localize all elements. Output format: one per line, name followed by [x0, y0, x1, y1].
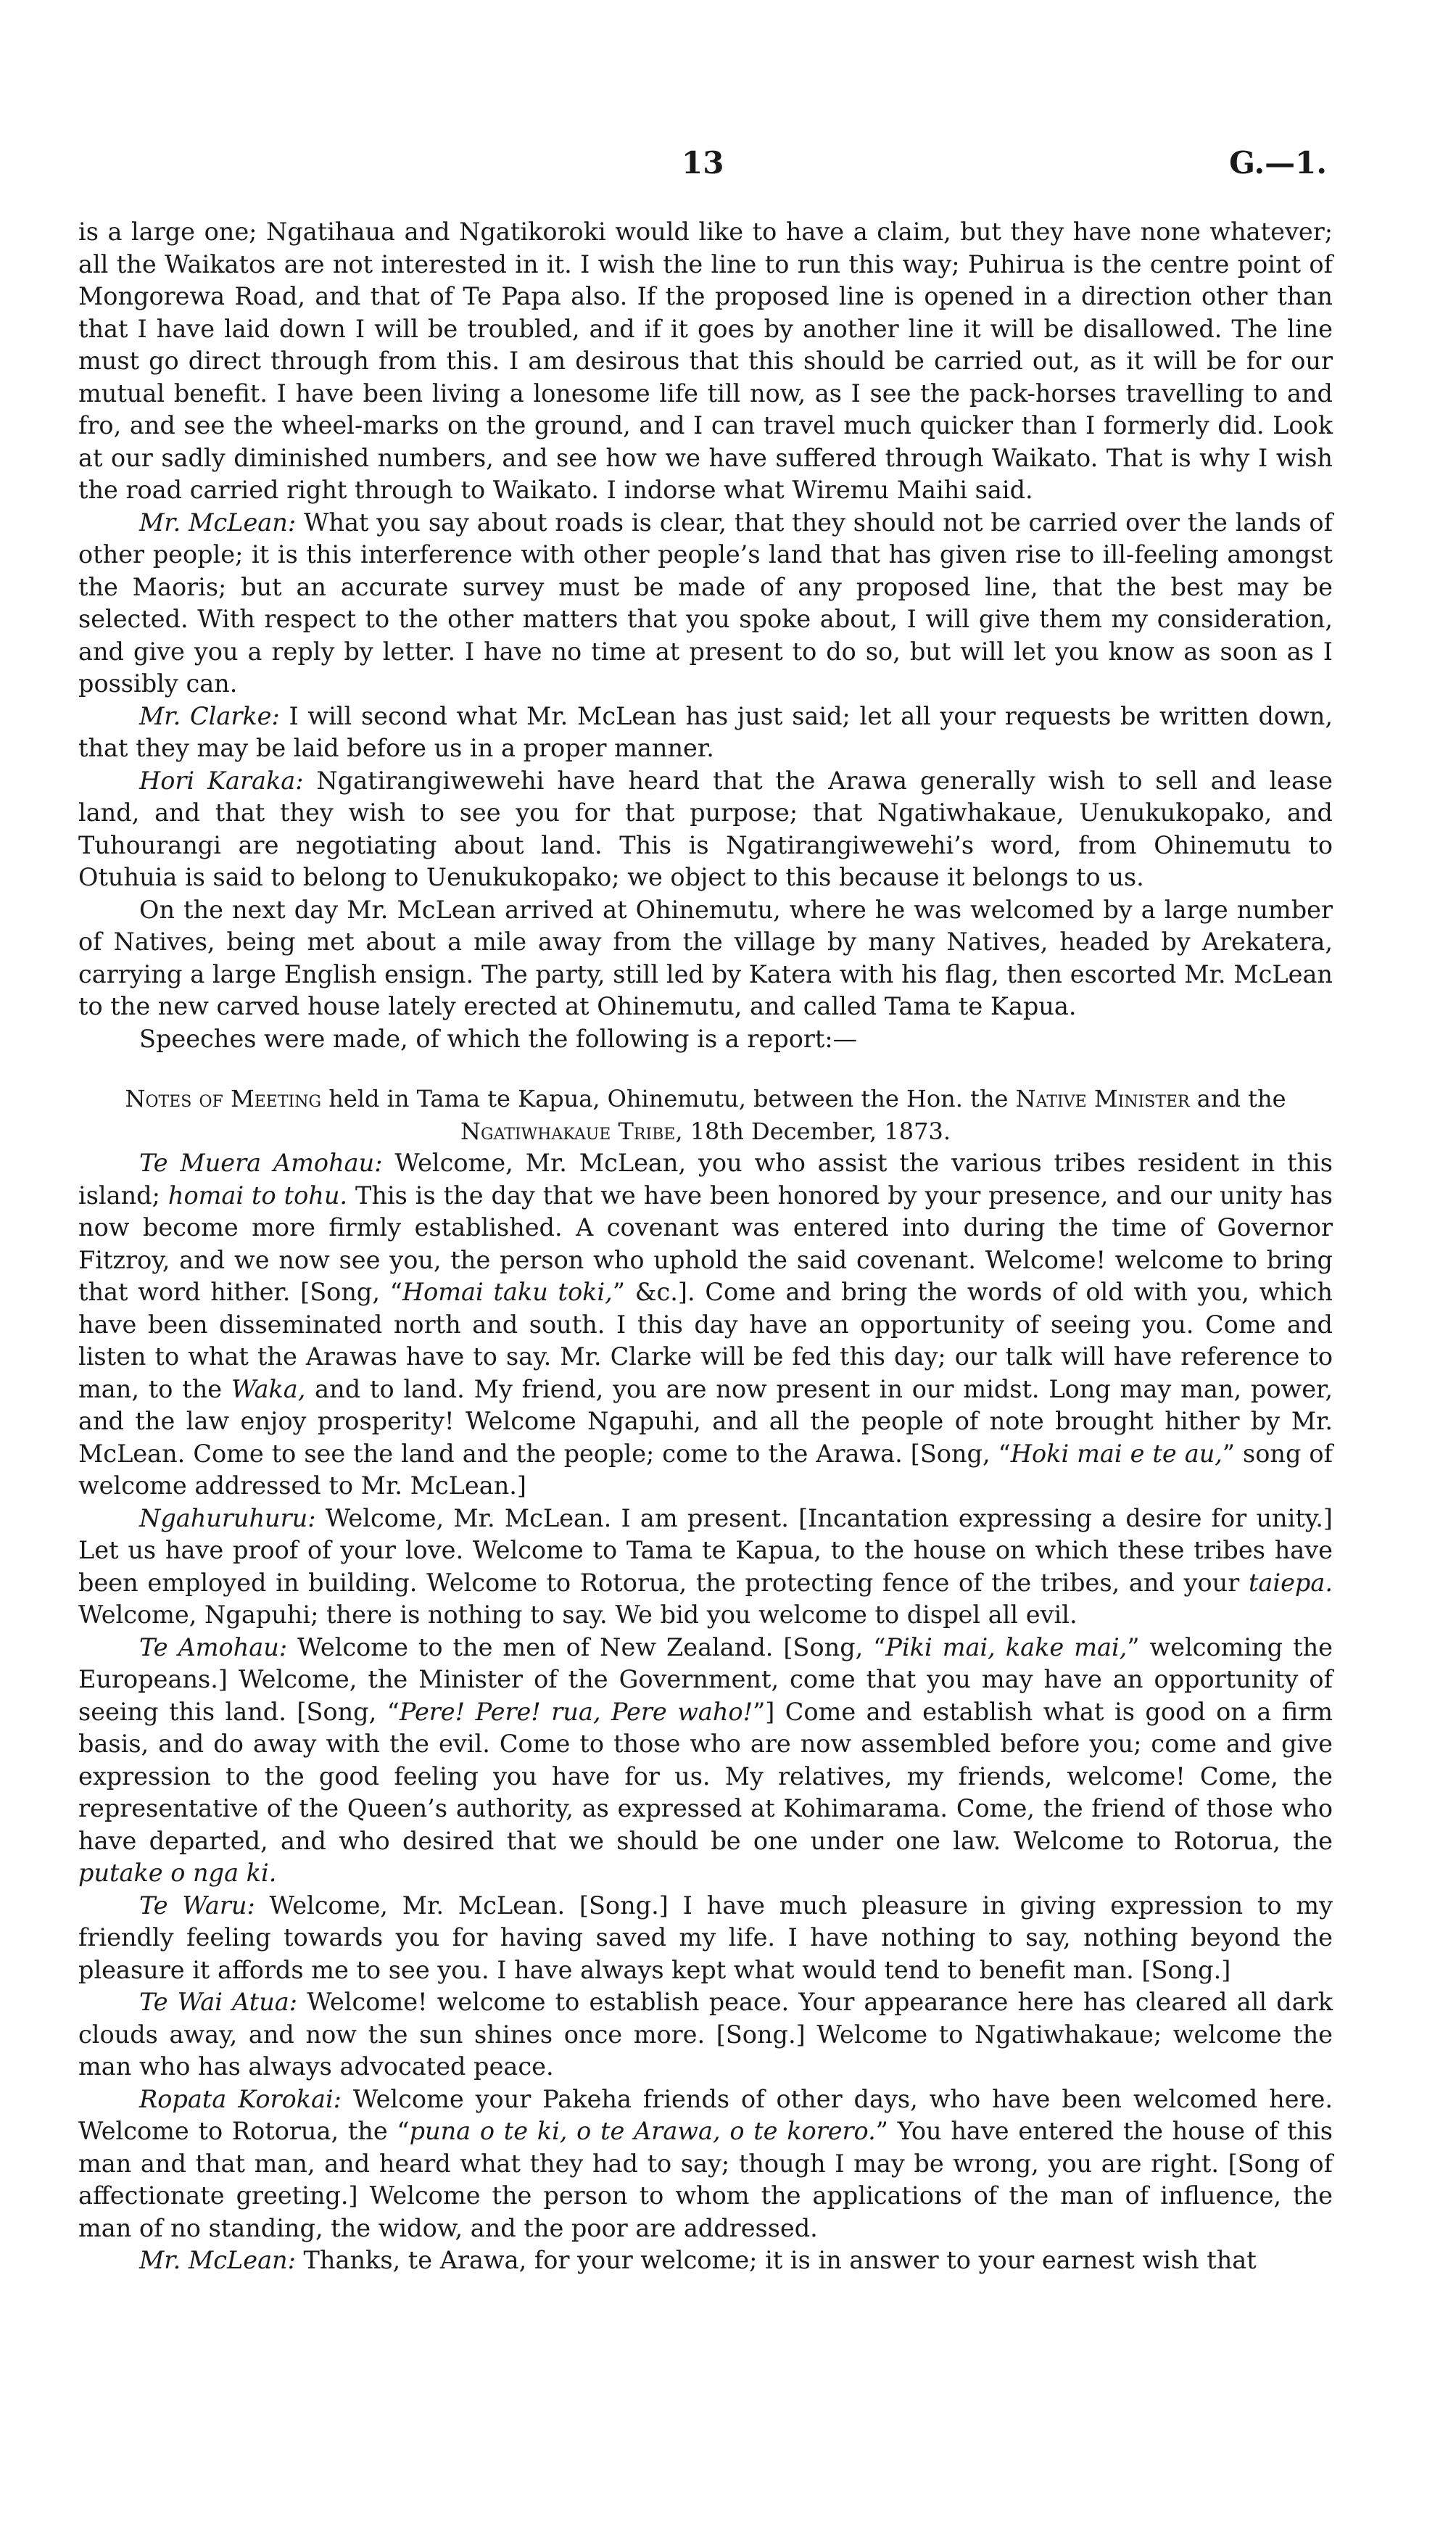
page-header [0, 145, 1456, 189]
speech-text: Ngatirangiwewehi have heard that the Arawa generally wish to sell and lease land, and that they wish to see you for that purpose; that Ngatiwhakaue, Uenukukopako, and Tuhourangi are negotiating about land. This is Ngatirangiwewehi’s word, from Ohinemutu to Otuhuia is said to belong to Uenukukopako; we object to this because it belongs to us. [78, 766, 1333, 891]
speaker-name: Te Wai Atua: [139, 1988, 298, 2016]
speech-text: Thanks, te Arawa, for your welcome; it is in answer to your earnest wish that [295, 2246, 1257, 2274]
speech-ngahuruhuru [78, 1503, 1333, 1632]
speech-mclean-roads [78, 507, 1333, 701]
speech-te-amohau [78, 1632, 1333, 1890]
heading-text: and the [1189, 1085, 1286, 1112]
maori-phrase: homai to tohu. [167, 1181, 348, 1210]
speech-text: and to land. My friend, you are now present in our midst. Long may man, power, and the law enjoy prosperity! Welcome Ngapuhi, and all the people of note brought hither by Mr. McLean. Come to see the land and the people; come to the Arawa. [Song, “ [78, 1374, 1333, 1468]
speaker-name: Te Waru: [139, 1891, 255, 1920]
speech-hori-karaka [78, 765, 1333, 894]
body-text [78, 216, 1333, 2277]
speaker-name: Te Muera Amohau: [139, 1149, 383, 1177]
heading-notes-of-meeting: Notes of Meeting [125, 1085, 322, 1112]
meeting-heading [100, 1083, 1311, 1147]
paragraph-continuation [78, 216, 1333, 507]
heading-date: , 18th December, 1873. [675, 1117, 951, 1145]
maori-phrase: Waka, [231, 1374, 306, 1403]
speech-text: ” welcoming the Europeans.] Welcome, the Minister of the Government, come that you may have an opportunity of seeing this land. [Song, “ [78, 1632, 1333, 1726]
speech-te-wai-atua [78, 1986, 1333, 2083]
paragraph-text: is a large one; Ngatihaua and Ngatikoroki would like to have a claim, but they have none whatever; all the Waikatos are not interested in it. I wish the line to run this way; Puhirua is the centre point of Mongorewa Road, and that of Te Papa also. If the proposed line is opened in a direction other than that I have laid down I will be troubled, and if it goes by another line it will be disallowed. The line must go direct through from this. I am desirous that this should be carried out, as it will be for our mutual benefit. I have been living a lonesome life till now, as I see the pack-horses travelling to and fro, and see the wheel-marks on the ground, and I can travel much quicker than I formerly did. Look at our sadly diminished numbers, and see how we have suffered through Waikato. That is why I wish the road carried right through to Waikato. I indorse what Wiremu Maihi said. [78, 218, 1333, 504]
maori-phrase: taiepa. [1248, 1568, 1333, 1597]
speech-text: This is the day that we have been honored by your presence, and our unity has now become more firmly established. A covenant was entered into during the time of Governor Fitzroy, and we now see you, the person who uphold the said covenant. Welcome! welcome to bring that word hither. [Song, “ [78, 1181, 1333, 1306]
song-title: Pere! Pere! rua, Pere waho! [399, 1697, 753, 1726]
speech-text: Welcome, Mr. McLean. [Song.] I have much pleasure in giving expression to my friendly feeling towards you for having saved my life. I have nothing to say, nothing beyond the pleasure it affords me to see you. I have always kept what would tend to benefit man. [Song.] [78, 1891, 1333, 1984]
speech-te-muera-amohau [78, 1147, 1333, 1503]
maori-phrase: puna o te ki, o te Arawa, o te korero. [409, 2117, 876, 2145]
speech-text: Welcome, Ngapuhi; there is nothing to say. We bid you welcome to dispel all evil. [78, 1601, 1077, 1629]
paragraph-text: On the next day Mr. McLean arrived at Ohinemutu, where he was welcomed by a large number of Natives, being met about a mile away from the village by many Natives, headed by Arekatera, carrying a large English ensign. The party, still led by Katera with his flag, then escorted Mr. McLean to the new carved house lately erected at Ohinemutu, and called Tama te Kapua. [78, 895, 1333, 1020]
maori-phrase: putake o nga ki. [78, 1859, 277, 1887]
song-title: Homai taku toki, [402, 1278, 613, 1306]
narrative-arrival [78, 894, 1333, 1023]
speech-text: ” You have entered the house of this man and that man, and heard what they had to say; though I may be wrong, you are right. [Song of affectionate greeting.] Welcome the person to whom the applications of the man of influence, the man of no standing, the widow, and the poor are addressed. [78, 2117, 1333, 2242]
speech-text: Welcome, Mr. McLean. I am present. [Incantation expressing a desire for unity.] Let us have proof of your love. Welcome to Tama te Kapua, to the house on which these tribes have been employed in building. Welcome to Rotorua, the protecting fence of the tribes, and your [78, 1503, 1333, 1597]
speech-te-waru [78, 1890, 1333, 1987]
speaker-name: Ngahuruhuru: [139, 1503, 316, 1532]
heading-native-minister: Native Minister [1015, 1085, 1190, 1112]
speech-text: ” song of welcome addressed to Mr. McLean.] [78, 1439, 1333, 1500]
speaker-name: Hori Karaka: [139, 766, 304, 795]
speaker-name: Te Amohau: [139, 1632, 288, 1661]
speech-mclean-reply [78, 2244, 1333, 2277]
speech-text: Welcome to the men of New Zealand. [Song, “ [287, 1632, 886, 1661]
heading-text: held in Tama te Kapua, Ohinemutu, between the Hon. the [321, 1085, 1016, 1112]
speech-text: Welcome! welcome to establish peace. Your appearance here has cleared all dark clouds away, and now the sun shines once more. [Song.] Welcome to Ngatiwhakaue; welcome the man who has always advocated peace. [78, 1988, 1333, 2081]
speaker-name: Mr. McLean: [139, 508, 297, 537]
speech-clarke [78, 701, 1333, 765]
paragraph-text: Speeches were made, of which the following is a report:— [139, 1024, 858, 1053]
narrative-speeches [78, 1023, 1333, 1056]
song-title: Hoki mai e te au, [1010, 1439, 1223, 1468]
speech-text: I will second what Mr. McLean has just said; let all your requests be written down, that they may be laid before us in a proper manner. [78, 701, 1333, 762]
speech-text: Welcome, Mr. McLean, you who assist the various tribes resident in this island; [78, 1149, 1333, 1210]
speech-text: What you say about roads is clear, that they should not be carried over the lands of other people; it is this interference with other people’s land that has given rise to ill-feeling amongst the Maoris; but an accurate survey must be made of any proposed line, that the best may be selected. With respect to the other matters that you spoke about, I will give them my consideration, and give you a reply by letter. I have no time at present to do so, but will let you know as soon as I possibly can. [78, 508, 1333, 698]
speaker-name: Ropata Korokai: [139, 2084, 342, 2113]
page-number: 13 [682, 145, 724, 181]
speech-ropata-korokai [78, 2083, 1333, 2245]
speaker-name: Mr. Clarke: [139, 701, 280, 730]
speech-text: ”] Come and establish what is good on a firm basis, and do away with the evil. Come to those who are now assembled before you; come and give expression to the good feeling you have for us. My relatives, my friends, welcome! Come, the representative of the Queen’s authority, as expressed at Kohimarama. Come, the friend of those who have departed, and who desired that we should be one under one law. Welcome to Rotorua, the [78, 1697, 1333, 1855]
speaker-name: Mr. McLean: [139, 2246, 296, 2274]
song-title: Piki mai, kake mai, [885, 1632, 1128, 1661]
speech-text: Welcome your Pakeha friends of other days, who have been welcomed here. Welcome to Rotorua, the “ [78, 2084, 1333, 2145]
document-reference: G.—1. [1229, 145, 1327, 181]
heading-tribe: Ngatiwhakaue Tribe [460, 1117, 676, 1145]
speech-text: ” &c.]. Come and bring the words of old with you, which have been disseminated north and south. I this day have an opportunity of seeing you. Come and listen to what the Arawas have to say. Mr. Clarke will be fed this day; our talk will have reference to man, to the [78, 1278, 1333, 1403]
